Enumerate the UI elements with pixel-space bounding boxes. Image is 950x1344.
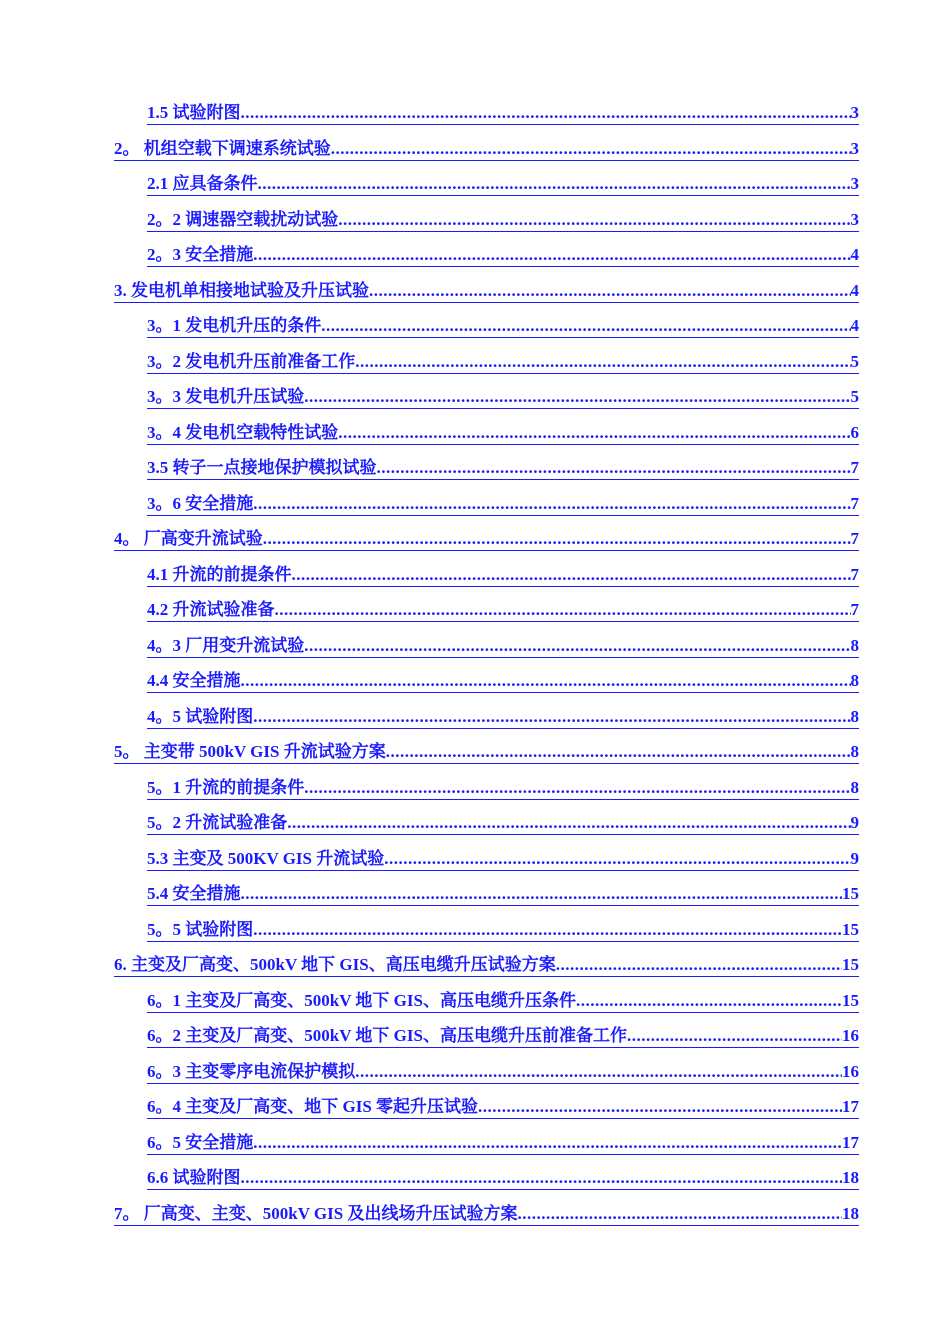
toc-page-number: 3 bbox=[850, 209, 859, 229]
toc-entry-title: 5.4 安全措施 bbox=[147, 884, 241, 903]
toc-entry[interactable] bbox=[147, 98, 859, 125]
toc-dot-leader bbox=[253, 706, 850, 728]
toc-page-number: 16 bbox=[842, 1061, 859, 1081]
toc-dot-leader bbox=[292, 564, 851, 586]
toc-page-number: 15 bbox=[842, 990, 859, 1010]
toc-dot-leader bbox=[369, 280, 851, 302]
toc-entry[interactable] bbox=[147, 489, 859, 516]
toc-entry[interactable] bbox=[147, 1021, 859, 1048]
toc-dot-leader bbox=[304, 777, 850, 799]
toc-entry-title: 6。1 主变及厂高变、500kV 地下 GIS、高压电缆升压条件 bbox=[147, 990, 576, 1010]
toc-entry-title: 4。5 试验附图 bbox=[147, 706, 254, 726]
toc-entry-title: 3。6 安全措施 bbox=[147, 493, 254, 513]
toc-dot-leader bbox=[241, 670, 851, 692]
toc-dot-leader bbox=[355, 351, 850, 373]
toc-dot-leader bbox=[287, 812, 850, 834]
toc-entry-title: 4。 厂高变升流试验 bbox=[114, 529, 263, 548]
toc-entry[interactable] bbox=[147, 986, 859, 1013]
toc-entry-title: 3。2 发电机升压前准备工作 bbox=[147, 351, 356, 371]
toc-dot-leader bbox=[556, 954, 842, 976]
toc-entry-title: 4.2 升流试验准备 bbox=[147, 600, 275, 619]
toc-entry-title: 1.5 试验附图 bbox=[147, 103, 241, 122]
toc-entry[interactable] bbox=[147, 1057, 859, 1084]
toc-entry[interactable] bbox=[147, 169, 859, 196]
toc-page-number: 15 bbox=[842, 884, 859, 903]
toc-entry-title: 7。 厂高变、主变、500kV GIS 及出线场升压试验方案 bbox=[114, 1203, 518, 1223]
toc-page-number: 7 bbox=[850, 493, 859, 513]
toc-entry-title: 3。4 发电机空载特性试验 bbox=[147, 422, 339, 442]
toc-page-number: 18 bbox=[842, 1203, 859, 1223]
toc-entry[interactable] bbox=[114, 276, 859, 303]
toc-entry[interactable] bbox=[147, 595, 859, 622]
toc-entry[interactable] bbox=[114, 524, 859, 551]
toc-entry[interactable] bbox=[147, 879, 859, 906]
toc-page-number: 7 bbox=[850, 529, 859, 548]
toc-dot-leader bbox=[355, 1061, 842, 1083]
toc-dot-leader bbox=[241, 883, 843, 905]
toc-dot-leader bbox=[377, 457, 851, 479]
toc-dot-leader bbox=[253, 493, 850, 515]
toc-dot-leader bbox=[241, 1167, 843, 1189]
toc-entry[interactable] bbox=[147, 347, 859, 374]
toc-entry-title: 2。 机组空载下调速系统试验 bbox=[114, 138, 331, 158]
toc-entry[interactable] bbox=[147, 1092, 859, 1119]
toc-dot-leader bbox=[331, 138, 851, 160]
toc-page-number: 17 bbox=[842, 1132, 859, 1152]
toc-dot-leader bbox=[253, 919, 842, 941]
toc-entry[interactable] bbox=[147, 560, 859, 587]
toc-entry[interactable] bbox=[114, 737, 859, 764]
toc-entry-title: 5。1 升流的前提条件 bbox=[147, 777, 305, 797]
toc-dot-leader bbox=[338, 209, 850, 231]
toc-page-number: 9 bbox=[850, 813, 859, 832]
toc-page-number: 4 bbox=[850, 245, 859, 264]
toc-entry-title: 3. 发电机单相接地试验及升压试验 bbox=[114, 280, 369, 300]
toc-entry-title: 3。1 发电机升压的条件 bbox=[147, 316, 322, 335]
toc-entry[interactable] bbox=[147, 702, 859, 729]
toc-entry-title: 2.1 应具备条件 bbox=[147, 174, 258, 193]
toc-page-number: 7 bbox=[850, 458, 859, 477]
toc-dot-leader bbox=[258, 173, 851, 195]
toc-dot-leader bbox=[517, 1203, 842, 1225]
toc-dot-leader bbox=[478, 1096, 842, 1118]
toc-entry-title: 4.4 安全措施 bbox=[147, 671, 241, 690]
toc-entry-title: 6。3 主变零序电流保护模拟 bbox=[147, 1061, 356, 1081]
toc-entry[interactable] bbox=[147, 773, 859, 800]
toc-entry[interactable] bbox=[147, 1163, 859, 1190]
toc-page-number: 4 bbox=[850, 316, 859, 335]
toc-dot-leader bbox=[304, 635, 850, 657]
toc-entry-title: 4.1 升流的前提条件 bbox=[147, 564, 292, 584]
toc-page-number: 6 bbox=[850, 422, 859, 442]
toc-page-number: 7 bbox=[850, 600, 859, 619]
toc-dot-leader bbox=[576, 990, 842, 1012]
toc-page-number: 18 bbox=[842, 1168, 859, 1187]
toc-entry[interactable] bbox=[147, 808, 859, 835]
toc-entry[interactable] bbox=[147, 1128, 859, 1155]
toc-entry-title: 3.5 转子一点接地保护模拟试验 bbox=[147, 458, 377, 477]
toc-page-number: 8 bbox=[850, 742, 859, 761]
toc-page-number: 4 bbox=[850, 280, 859, 300]
toc-dot-leader bbox=[241, 102, 851, 124]
toc-dot-leader bbox=[627, 1025, 842, 1047]
toc-dot-leader bbox=[338, 422, 850, 444]
toc-entry-title: 6. 主变及厂高变、500kV 地下 GIS、高压电缆升压试验方案 bbox=[114, 955, 556, 974]
toc-entry[interactable] bbox=[114, 950, 859, 977]
toc-entry-title: 6.6 试验附图 bbox=[147, 1168, 241, 1187]
toc-dot-leader bbox=[253, 244, 850, 266]
toc-entry-title: 5。2 升流试验准备 bbox=[147, 813, 288, 832]
toc-entry-title: 5。 主变带 500kV GIS 升流试验方案 bbox=[114, 742, 386, 761]
toc-entry-title: 6。5 安全措施 bbox=[147, 1132, 254, 1152]
toc-page-number: 8 bbox=[850, 706, 859, 726]
toc-entry-title: 3。3 发电机升压试验 bbox=[147, 387, 305, 406]
toc-page-number: 16 bbox=[842, 1026, 859, 1045]
toc-entry-title: 6。2 主变及厂高变、500kV 地下 GIS、高压电缆升压前准备工作 bbox=[147, 1026, 627, 1045]
toc-entry[interactable] bbox=[147, 453, 859, 480]
toc-dot-leader bbox=[304, 386, 850, 408]
toc-page-number: 8 bbox=[850, 635, 859, 655]
toc-entry[interactable] bbox=[114, 134, 859, 161]
toc-dot-leader bbox=[275, 599, 851, 621]
toc-entry[interactable] bbox=[147, 915, 859, 942]
toc-page-number: 3 bbox=[850, 174, 859, 193]
toc-entry-title: 4。3 厂用变升流试验 bbox=[147, 635, 305, 655]
toc-page-number: 7 bbox=[850, 564, 859, 584]
toc-entry[interactable] bbox=[147, 240, 859, 267]
toc-page-number: 3 bbox=[850, 138, 859, 158]
toc-page-number: 5 bbox=[850, 387, 859, 406]
toc-entry[interactable] bbox=[147, 382, 859, 409]
toc-dot-leader bbox=[386, 741, 851, 763]
toc-page-number: 8 bbox=[850, 777, 859, 797]
toc-dot-leader bbox=[321, 315, 850, 337]
toc-dot-leader bbox=[263, 528, 851, 550]
toc-entry[interactable] bbox=[147, 311, 859, 338]
toc-entry-title: 5。5 试验附图 bbox=[147, 919, 254, 939]
toc-entry-title: 2。2 调速器空载扰动试验 bbox=[147, 209, 339, 229]
toc-page-number: 15 bbox=[842, 919, 859, 939]
toc-entry[interactable] bbox=[147, 631, 859, 658]
toc-page-number: 15 bbox=[842, 955, 859, 974]
toc-entry-title: 6。4 主变及厂高变、地下 GIS 零起升压试验 bbox=[147, 1097, 479, 1116]
toc-page-number: 8 bbox=[850, 671, 859, 690]
toc-entry[interactable] bbox=[147, 205, 859, 232]
toc-entry[interactable] bbox=[147, 844, 859, 871]
toc-entry[interactable] bbox=[147, 418, 859, 445]
toc-page-number: 9 bbox=[850, 848, 859, 868]
toc-entry-title: 2。3 安全措施 bbox=[147, 245, 254, 264]
toc-entry[interactable] bbox=[114, 1199, 859, 1226]
toc-entry[interactable] bbox=[147, 666, 859, 693]
toc-dot-leader bbox=[384, 848, 850, 870]
toc-entry-title: 5.3 主变及 500KV GIS 升流试验 bbox=[147, 848, 385, 868]
toc-page-number: 3 bbox=[850, 103, 859, 122]
toc-page-number: 5 bbox=[850, 351, 859, 371]
toc-dot-leader bbox=[253, 1132, 842, 1154]
toc-page-number: 17 bbox=[842, 1097, 859, 1116]
